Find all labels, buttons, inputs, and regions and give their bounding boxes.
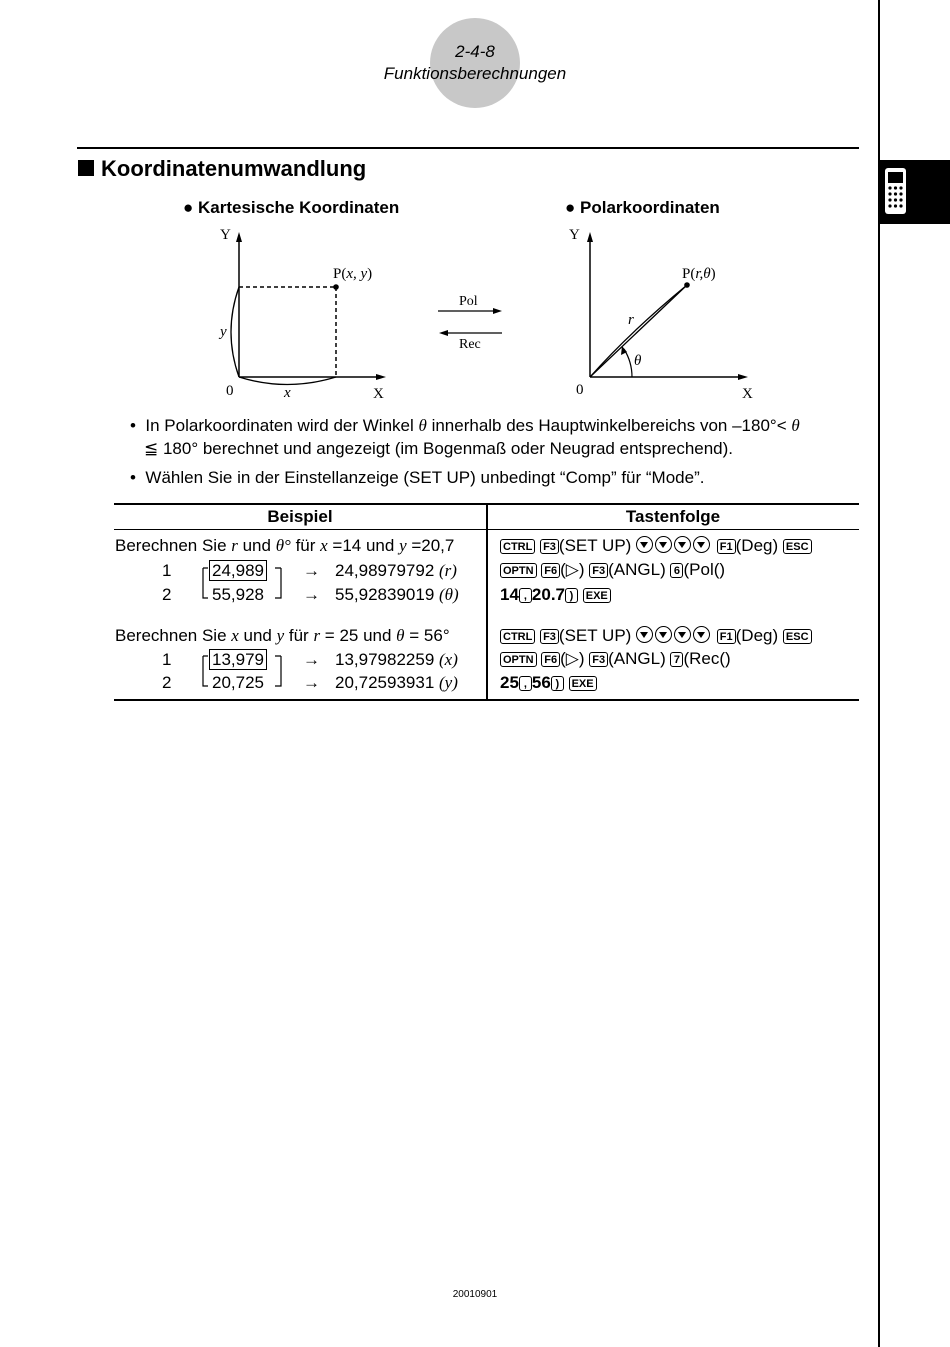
- point-label: P(x, y): [333, 266, 373, 282]
- table-column-divider: [486, 504, 488, 700]
- note-mode: • Wählen Sie in der Einstellanzeige (SET UP) unbedingt “Comp” für “Mode”.: [130, 468, 705, 487]
- esc-key: ESC: [783, 629, 812, 644]
- y-axis-label: Y: [220, 227, 231, 243]
- down-arrow-key-icon: [674, 626, 691, 643]
- example2-description: Berechnen Sie x und y für r = 25 und θ = 56°: [115, 626, 450, 645]
- example2-row2-result: 20,72593931 (y): [335, 673, 458, 692]
- down-arrow-key-icon: [674, 536, 691, 553]
- angle-label: θ: [634, 353, 642, 369]
- down-arrow-key-icon: [636, 536, 653, 553]
- down-arrow-key-icon: [655, 536, 672, 553]
- arrow-icon: →: [303, 650, 320, 669]
- f6-key: F6: [541, 652, 560, 667]
- section-title: Koordinatenumwandlung: [78, 156, 366, 182]
- polar-heading: ● Polarkoordinaten: [565, 198, 720, 217]
- f3-key: F3: [589, 563, 608, 578]
- example2-keys-line1: CTRL F3 (SET UP) F1 (Deg) ESC: [500, 626, 812, 646]
- example2-keys-line3: 25 , 56 ) EXE: [500, 673, 597, 693]
- arrow-icon: →: [303, 585, 320, 604]
- cartesian-diagram: [210, 222, 400, 404]
- example1-keys-line3: 14 , 20.7 ) EXE: [500, 585, 611, 605]
- optn-key: OPTN: [500, 563, 537, 578]
- example2-row2-display: 20,725: [212, 673, 264, 692]
- example1-row1-index: 1: [162, 561, 172, 580]
- left-arrow-icon: [439, 330, 448, 336]
- down-arrow-key-icon: [636, 626, 653, 643]
- example2-keys-line2: OPTN F6 (▷) F3 (ANGL) 7 (Rec(): [500, 649, 731, 669]
- y-axis-label: Y: [569, 227, 580, 243]
- f1-key: F1: [717, 629, 736, 644]
- col-example-header: Beispiel: [267, 507, 333, 526]
- optn-key: OPTN: [500, 652, 537, 667]
- example1-keys-line1: CTRL F3 (SET UP) F1 (Deg) ESC: [500, 536, 812, 556]
- exe-key: EXE: [583, 588, 611, 603]
- pol-label: Pol: [459, 294, 478, 309]
- footer-code: 20010901: [452, 1289, 498, 1300]
- page-number: 2-4-8: [455, 42, 495, 61]
- x-axis-label: X: [742, 386, 753, 402]
- col-keys-header: Tastenfolge: [625, 507, 721, 526]
- calculator-tab: [879, 160, 950, 224]
- example1-row1-display: 24,989: [209, 561, 267, 581]
- origin-label: 0: [226, 383, 234, 399]
- ctrl-key: CTRL: [500, 539, 535, 554]
- example2-row1-display: 13,979: [209, 650, 267, 670]
- ctrl-key: CTRL: [500, 629, 535, 644]
- section-rule: [77, 147, 859, 149]
- example1-keys-line2: OPTN F6 (▷) F3 (ANGL) 6 (Pol(): [500, 560, 725, 580]
- close-paren-key: ): [565, 588, 578, 603]
- example2-row1-index: 1: [162, 650, 172, 669]
- example1-row2-index: 2: [162, 585, 172, 604]
- arrow-icon: →: [303, 561, 320, 580]
- example2-row2-index: 2: [162, 673, 172, 692]
- cartesian-heading: ● Kartesische Koordinaten: [183, 198, 400, 217]
- f6-key: F6: [541, 563, 560, 578]
- f3-key: F3: [540, 539, 559, 554]
- example1-row2-display: 55,928: [212, 585, 264, 604]
- x-axis-label: X: [373, 386, 384, 402]
- right-arrow-icon: [493, 308, 502, 314]
- comma-key: ,: [519, 676, 532, 691]
- digit-6-key: 6: [670, 563, 683, 578]
- example1-row1-result: 24,98979792 (r): [335, 561, 457, 580]
- header-circle: [430, 18, 520, 108]
- origin-label: 0: [576, 382, 584, 398]
- x-length-label: x: [284, 385, 291, 401]
- down-arrow-key-icon: [655, 626, 672, 643]
- close-paren-key: ): [551, 676, 564, 691]
- polar-diagram: [560, 222, 760, 404]
- comma-key: ,: [519, 588, 532, 603]
- esc-key: ESC: [783, 539, 812, 554]
- f1-key: F1: [717, 539, 736, 554]
- example1-description: Berechnen Sie r und θ° für x =14 und y =20,7: [115, 536, 455, 555]
- f3-key: F3: [540, 629, 559, 644]
- example2-row1-result: 13,97982259 (x): [335, 650, 458, 669]
- down-arrow-key-icon: [693, 626, 710, 643]
- chapter-title: Funktionsberechnungen: [383, 64, 567, 83]
- y-length-label: y: [220, 324, 227, 340]
- conversion-arrows: [432, 288, 510, 358]
- example1-row2-result: 55,92839019 (θ): [335, 585, 459, 604]
- calculator-icon: [879, 160, 950, 224]
- radius-label: r: [628, 312, 634, 328]
- note-angle-range: • In Polarkoordinaten wird der Winkel θ innerhalb des Hauptwinkelbereichs von –180°< θ ≦ 180° berechnet und angezeigt (im Bogenmaß oder Neugrad entsprechend).: [130, 416, 800, 458]
- f3-key: F3: [589, 652, 608, 667]
- rec-label: Rec: [459, 337, 481, 352]
- point-label: P(r,θ): [682, 266, 716, 282]
- exe-key: EXE: [569, 676, 597, 691]
- arrow-icon: →: [303, 673, 320, 692]
- digit-7-key: 7: [670, 652, 683, 667]
- down-arrow-key-icon: [693, 536, 710, 553]
